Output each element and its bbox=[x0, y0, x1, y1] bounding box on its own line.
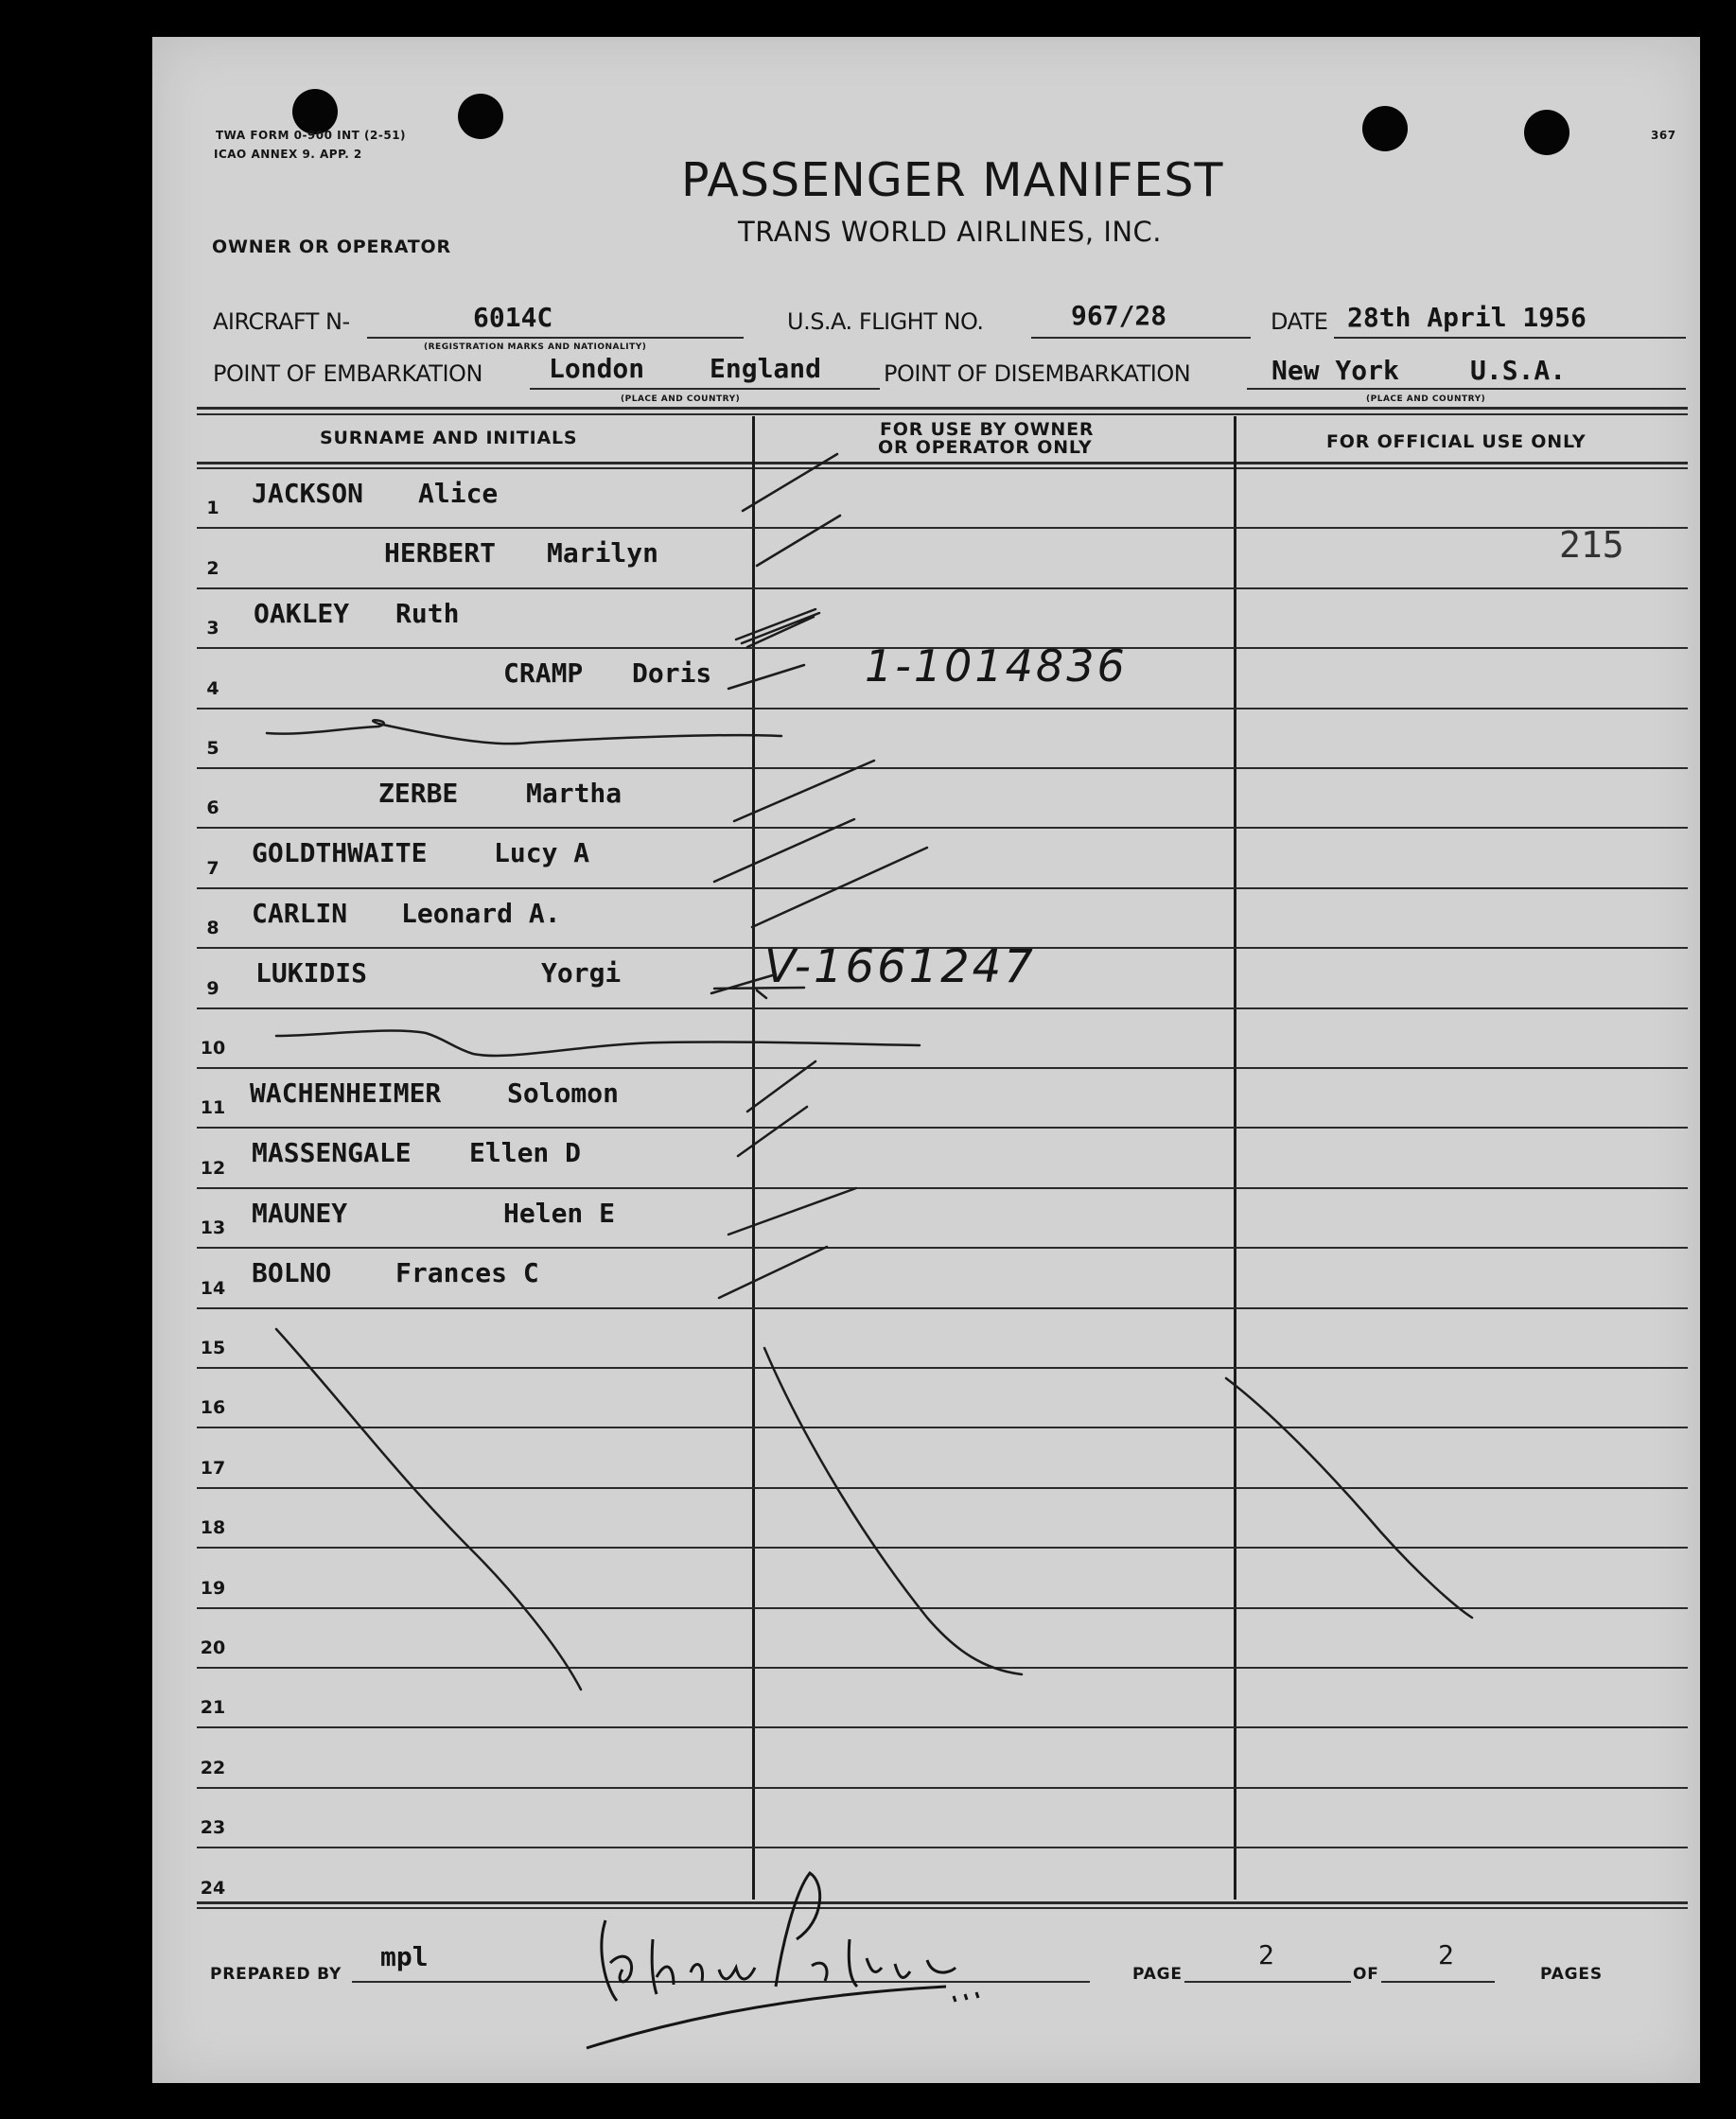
form-id-line-2: ICAO ANNEX 9. APP. 2 bbox=[214, 148, 362, 161]
row-number: 11 bbox=[200, 1097, 226, 1119]
passenger-surname: GOLDTHWAITE bbox=[252, 837, 428, 869]
passenger-surname: LUKIDIS bbox=[255, 957, 368, 989]
passenger-given-names: Frances C bbox=[395, 1257, 539, 1289]
check-mark bbox=[719, 1247, 827, 1298]
passenger-given-names: Alice bbox=[418, 478, 499, 509]
check-mark bbox=[743, 454, 837, 511]
row-number: 7 bbox=[206, 857, 219, 879]
strike-line bbox=[764, 1348, 1022, 1674]
of-label: OF bbox=[1353, 1965, 1379, 1984]
place-caption: (PLACE AND COUNTRY) bbox=[621, 394, 741, 404]
passenger-surname: ZERBE bbox=[378, 778, 459, 809]
passenger-given-names: Martha bbox=[526, 778, 623, 809]
place-caption-2: (PLACE AND COUNTRY) bbox=[1366, 394, 1486, 404]
flight-number-value: 967/28 bbox=[1071, 300, 1167, 331]
check-mark bbox=[734, 761, 874, 821]
passenger-given-names: Yorgi bbox=[541, 957, 622, 989]
row-number: 20 bbox=[200, 1637, 226, 1658]
prepared-by-label: PREPARED BY bbox=[210, 1965, 342, 1984]
col-header-official: FOR OFFICIAL USE ONLY bbox=[1326, 431, 1587, 452]
row-number: 19 bbox=[200, 1577, 226, 1599]
row-number: 9 bbox=[206, 977, 219, 999]
check-mark bbox=[738, 1107, 807, 1156]
passenger-surname: CARLIN bbox=[252, 897, 348, 929]
row-number: 23 bbox=[200, 1817, 226, 1839]
passenger-given-names: Helen E bbox=[503, 1197, 616, 1229]
row-number: 22 bbox=[200, 1757, 226, 1778]
row-number: 4 bbox=[206, 677, 219, 699]
embarkation-city: London bbox=[549, 353, 645, 384]
aircraft-label: AIRCRAFT N- bbox=[213, 308, 350, 335]
row-number: 6 bbox=[206, 797, 219, 819]
embarkation-label: POINT OF EMBARKATION bbox=[213, 360, 482, 387]
row-number: 21 bbox=[200, 1697, 226, 1719]
strike-line bbox=[276, 1329, 581, 1690]
row-number: 12 bbox=[200, 1157, 226, 1179]
disembarkation-label: POINT OF DISEMBARKATION bbox=[884, 360, 1191, 387]
row-number: 3 bbox=[206, 618, 219, 639]
form-id-line-1: TWA FORM 0-900 INT (2-51) bbox=[216, 129, 407, 142]
page-title: PASSENGER MANIFEST bbox=[681, 153, 1224, 207]
passenger-surname: OAKLEY bbox=[254, 597, 350, 629]
prepared-by-value: mpl bbox=[380, 1941, 429, 1972]
page-value: 2 bbox=[1258, 1939, 1274, 1970]
check-mark bbox=[714, 988, 804, 998]
passenger-given-names: Solomon bbox=[507, 1077, 620, 1109]
company-name: TRANS WORLD AIRLINES, INC. bbox=[738, 216, 1163, 248]
check-mark bbox=[714, 819, 854, 882]
check-mark bbox=[752, 848, 927, 927]
row-number: 18 bbox=[200, 1517, 226, 1539]
corner-number: 367 bbox=[1651, 129, 1676, 142]
row-number: 17 bbox=[200, 1457, 226, 1479]
passenger-surname: CRAMP bbox=[503, 657, 584, 690]
row-number: 8 bbox=[206, 918, 219, 939]
row-number: 10 bbox=[200, 1037, 226, 1059]
row-number: 16 bbox=[200, 1397, 226, 1419]
row-number: 13 bbox=[200, 1217, 226, 1239]
col-header-owner-use-1: FOR USE BY OWNER bbox=[880, 419, 1095, 440]
col-header-surname: SURNAME AND INITIALS bbox=[320, 428, 578, 448]
owner-note: 1-1014836 bbox=[865, 640, 1128, 692]
official-note: 215 bbox=[1559, 524, 1624, 567]
registration-caption: (REGISTRATION MARKS AND NATIONALITY) bbox=[424, 342, 647, 352]
passenger-given-names: Leonard A. bbox=[401, 897, 561, 929]
date-value: 28th April 1956 bbox=[1347, 302, 1587, 333]
disembarkation-country: U.S.A. bbox=[1470, 355, 1567, 386]
owner-note: V-1661247 bbox=[764, 940, 1036, 994]
check-mark bbox=[728, 665, 804, 689]
check-mark bbox=[728, 1188, 856, 1235]
passenger-surname: MAUNEY bbox=[252, 1197, 348, 1229]
embarkation-country: England bbox=[710, 353, 822, 384]
passenger-given-names: Ellen D bbox=[469, 1137, 582, 1169]
disembarkation-city: New York bbox=[1271, 355, 1399, 386]
date-label: DATE bbox=[1271, 308, 1328, 335]
passenger-given-names: Lucy A bbox=[494, 837, 590, 869]
check-mark bbox=[711, 974, 776, 993]
check-mark bbox=[747, 1061, 815, 1112]
passenger-surname: JACKSON bbox=[252, 478, 364, 509]
row-number: 14 bbox=[200, 1277, 226, 1299]
col-header-owner-use-2: OR OPERATOR ONLY bbox=[878, 437, 1093, 458]
passenger-given-names: Doris bbox=[632, 657, 712, 690]
pages-label: PAGES bbox=[1540, 1965, 1603, 1984]
passenger-surname: WACHENHEIMER bbox=[250, 1077, 442, 1109]
flight-number-label: U.S.A. FLIGHT NO. bbox=[787, 308, 984, 335]
check-mark bbox=[757, 516, 840, 566]
passenger-given-names: Ruth bbox=[395, 597, 460, 629]
aircraft-value: 6014C bbox=[473, 302, 553, 333]
row-number: 2 bbox=[206, 557, 219, 579]
row-number: 5 bbox=[206, 737, 219, 759]
passenger-surname: HERBERT bbox=[384, 537, 497, 569]
strike-line bbox=[267, 720, 781, 744]
page-label: PAGE bbox=[1132, 1965, 1183, 1984]
check-mark bbox=[736, 609, 819, 647]
passenger-surname: BOLNO bbox=[252, 1257, 332, 1289]
strike-line bbox=[1226, 1378, 1472, 1618]
row-number: 24 bbox=[200, 1877, 226, 1899]
row-number: 15 bbox=[200, 1337, 226, 1358]
row-number: 1 bbox=[206, 498, 219, 519]
owner-operator-label: OWNER OR OPERATOR bbox=[212, 236, 451, 257]
strike-line bbox=[276, 1031, 920, 1056]
passenger-surname: MASSENGALE bbox=[252, 1137, 412, 1169]
of-value: 2 bbox=[1438, 1939, 1454, 1970]
passenger-given-names: Marilyn bbox=[547, 537, 659, 569]
